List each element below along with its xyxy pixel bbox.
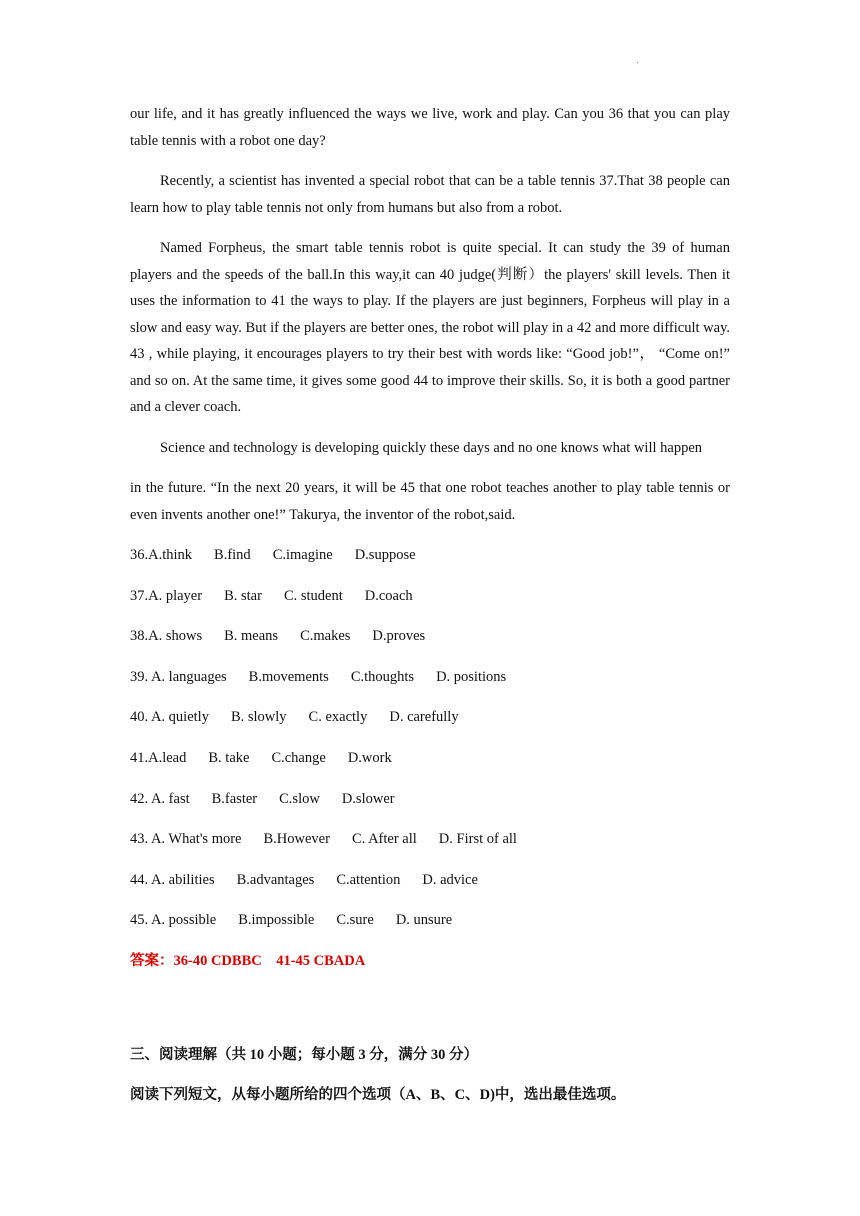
answer-option: A. What's more (150, 831, 242, 848)
passage-paragraph: Named Forpheus, the smart table tennis robot is quite special. It can study the 39 of human players and the speeds of the ball.In this way,it can 40 judge(判断）the players' skill levels. Then it uses the information to 41 the ways to play. If the players are just beginners, Forpheus will play in a slow and easy way. But if the players are better ones, the robot will play in a 42 and more difficult way. 43 , while playing, it encourages players to try their best with words like: “Good job!”， “Come on!” and so on. At the same time, it gives some good 44 to improve their skills. So, it is both a good partner and a clever coach. (130, 240, 730, 415)
answer-option: B.find (214, 547, 251, 563)
answer-option: A. fast (150, 790, 190, 807)
question-number: 42. (130, 790, 151, 807)
answer-option: B.movements (248, 668, 329, 685)
answer-option: B.impossible (238, 912, 315, 929)
question-row (130, 745, 730, 786)
question-row (130, 542, 730, 583)
passage-paragraph: Science and technology is developing quickly these days and no one knows what will happen (160, 439, 703, 456)
question-row (130, 907, 730, 948)
question-number: 44. (130, 871, 151, 888)
answer-option: B.However (263, 831, 330, 848)
answer-option: A. languages (150, 668, 227, 685)
corner-mark: · (636, 58, 640, 69)
answer-option: C.attention (336, 871, 401, 888)
answer-option: B.faster (211, 790, 258, 807)
question-row (130, 786, 730, 827)
answer-option: D. carefully (389, 709, 459, 726)
question-number: 36. (130, 547, 149, 563)
section-instruction: 阅读下列短文，从每小题所给的四个选项（A、B、C、D)中，选出最佳选项。 (130, 1086, 626, 1103)
answer-option: B. take (208, 749, 250, 766)
section-title: 三、阅读理解（共 10 小题；每小题 3 分，满分 30 分） (130, 1046, 478, 1063)
answer-option: C.sure (336, 912, 374, 929)
question-row (130, 704, 730, 745)
question-number: 40. (130, 709, 151, 726)
answer-option: C.imagine (272, 547, 333, 563)
answer-option: D. unsure (395, 912, 453, 929)
answer-option: A. shows (148, 628, 203, 645)
answer-option: A. abilities (150, 871, 215, 888)
answer-option: B. slowly (230, 709, 287, 726)
answer-option: C.makes (300, 628, 351, 645)
passage-paragraph: our life, and it has greatly influenced the ways we live, work and play. Can you 36 that you can play table tennis with a robot one day? (130, 106, 730, 149)
question-number: 43. (130, 831, 151, 848)
question-number: 41. (130, 749, 149, 766)
answer-option: D.slower (341, 790, 395, 807)
answer-option: D.proves (372, 628, 426, 645)
cloze-passage (130, 101, 730, 528)
question-row (130, 867, 730, 908)
answer-option: C. student (283, 587, 343, 604)
question-number: 38. (130, 628, 149, 645)
passage-paragraph: in the future. “In the next 20 years, it will be 45 that one robot teaches another to play table tennis or even invents another one!” Takurya, the inventor of the robot,said. (130, 480, 730, 523)
answer-option: A.think (148, 547, 193, 563)
answer-option: A. quietly (150, 709, 209, 726)
question-row (130, 623, 730, 664)
question-options (130, 542, 730, 948)
question-row (130, 664, 730, 705)
answer-option: C.change (271, 749, 326, 766)
document-body (130, 101, 730, 1108)
answer-key: 答案：36-40 CDBBC 41-45 CBADA (130, 952, 366, 969)
answer-option: D.coach (364, 587, 413, 604)
answer-option: D.suppose (354, 547, 416, 563)
answer-option: D. First of all (438, 831, 517, 848)
question-number: 39. (130, 668, 151, 685)
answer-option: D.work (347, 749, 392, 766)
answer-option: C.slow (279, 790, 320, 807)
answer-option: B. means (224, 628, 279, 645)
answer-option: B.advantages (236, 871, 315, 888)
answer-option: C. After all (351, 831, 417, 848)
answer-option: A. possible (150, 912, 217, 929)
answer-option: D. positions (436, 668, 507, 685)
question-number: 45. (130, 912, 151, 929)
answer-option: B. star (224, 587, 262, 604)
answer-option: A. player (148, 587, 203, 604)
question-number: 37. (130, 587, 149, 604)
passage-paragraph: Recently, a scientist has invented a special robot that can be a table tennis 37.That 38 people can learn how to play table tennis not only from humans but also from a robot. (130, 173, 730, 216)
question-row (130, 583, 730, 624)
question-row (130, 826, 730, 867)
answer-option: C.thoughts (350, 668, 415, 685)
answer-option: C. exactly (308, 709, 368, 726)
answer-option: A.lead (148, 749, 187, 766)
answer-option: D. advice (422, 871, 478, 888)
